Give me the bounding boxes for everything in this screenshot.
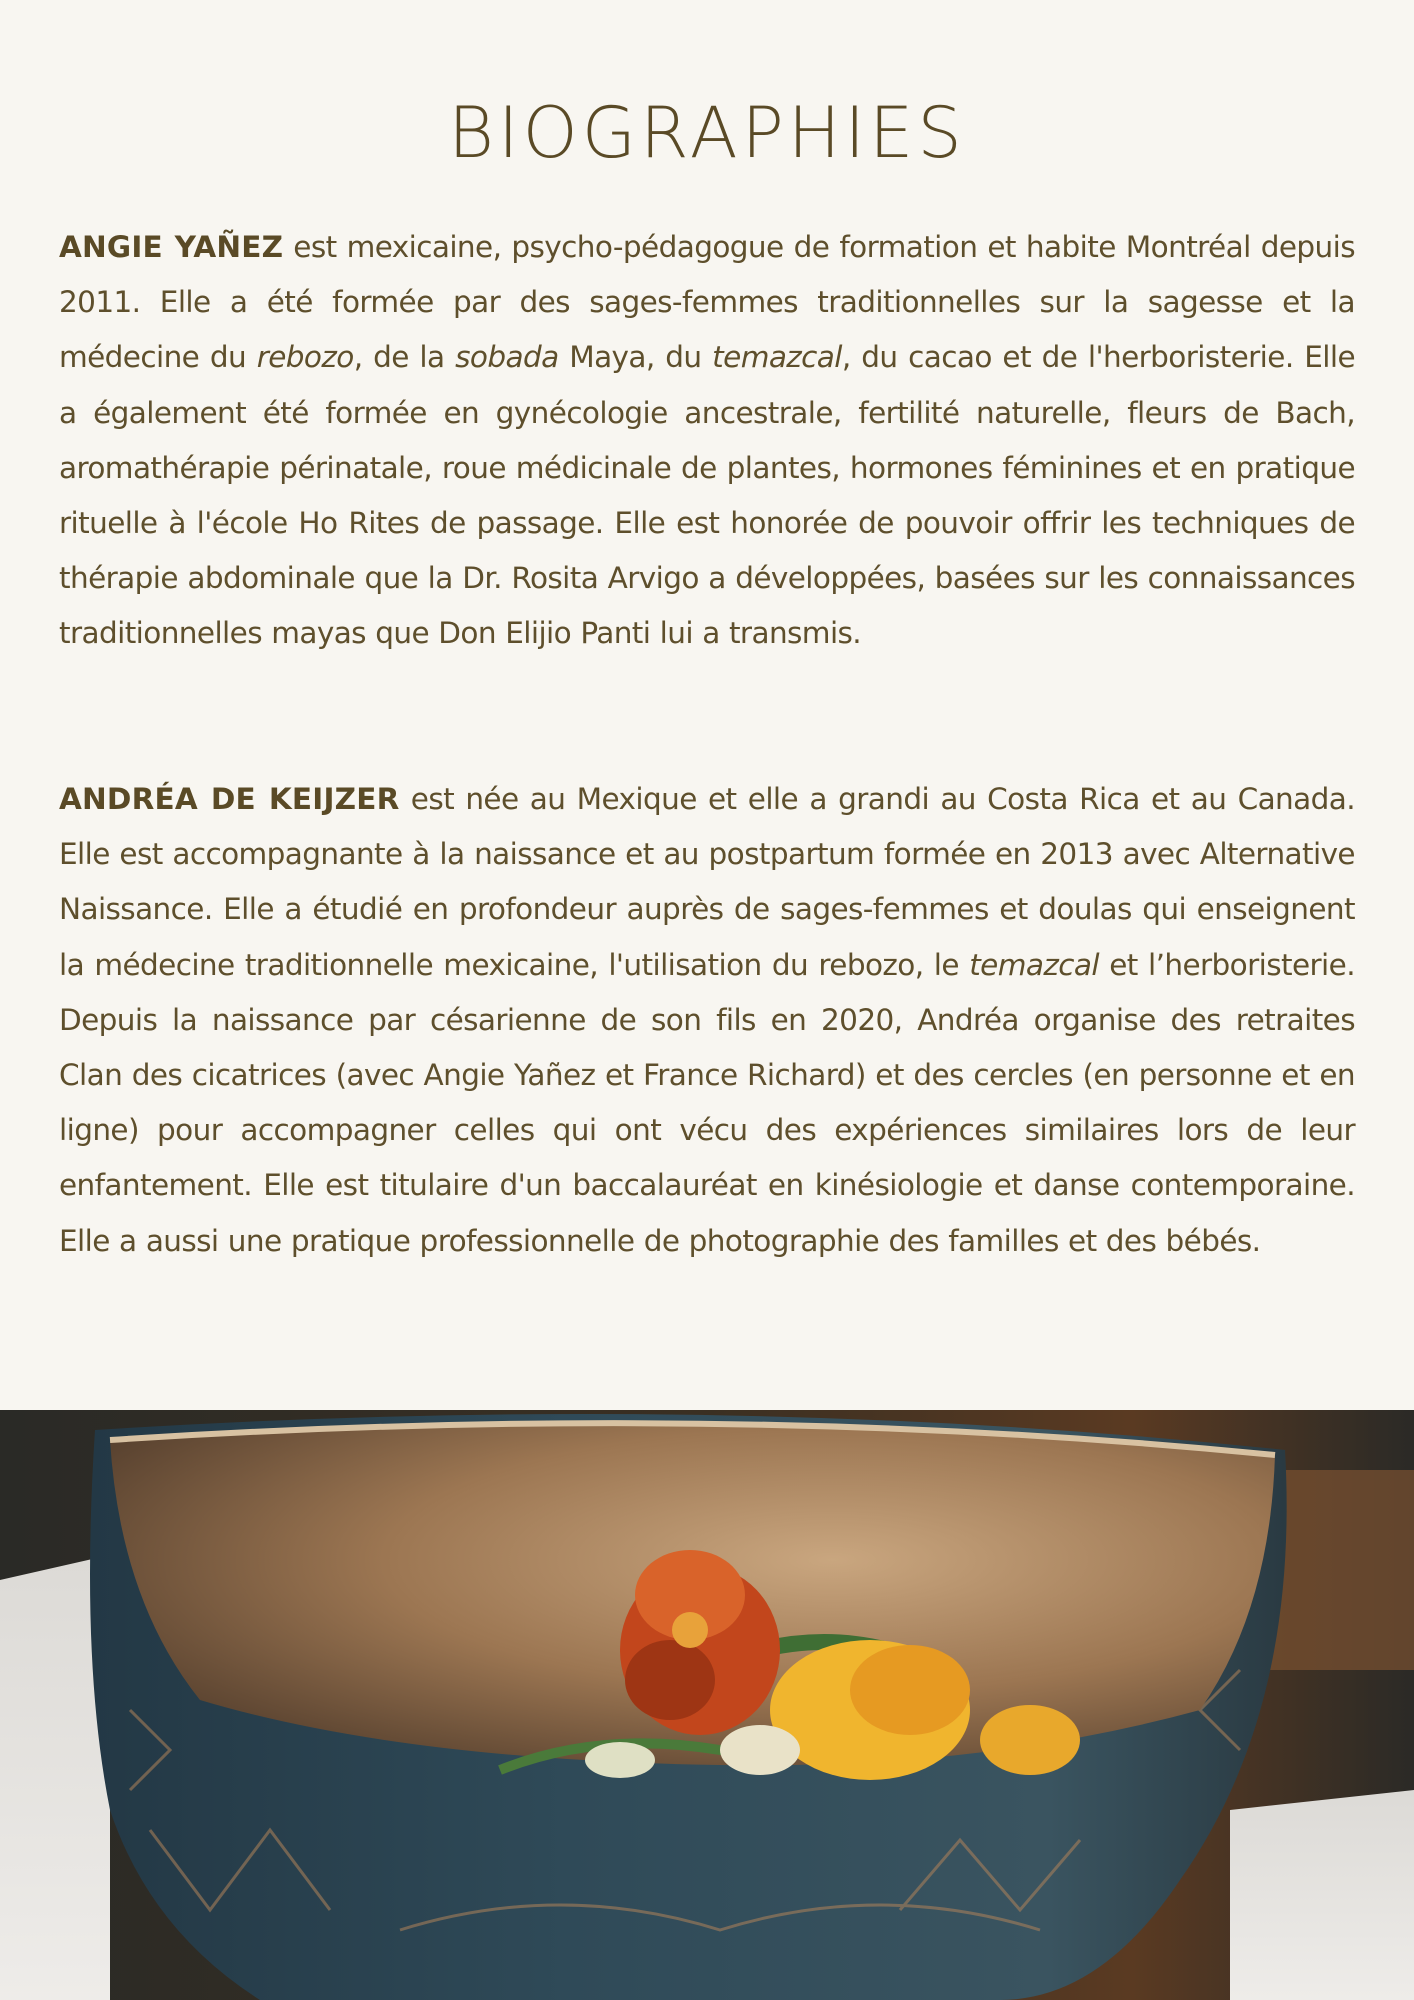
page-title: BIOGRAPHIES bbox=[448, 92, 966, 174]
bio-text: est née au Mexique et elle a grandi au Costa Rica et au Canada. Elle est accompagnante à la naissance et au postpartum formée en 2013 avec Alternative Naissance. Elle a étudié en profondeur auprès de sages-femmes et doulas qui enseignent la médecine traditionnelle mexicaine, l'utilisation du rebozo, le bbox=[59, 782, 1356, 982]
bio-italic-term: temazcal bbox=[969, 947, 1099, 982]
flower-bowl-image bbox=[0, 1410, 1414, 2000]
bio-text: Maya, du bbox=[558, 340, 713, 375]
biography-andrea bbox=[59, 772, 1355, 1269]
bio-text: est mexicaine, psycho-pédagogue de formation et habite Montréal depuis 2011. Elle a été formée par des sages-femmes traditionnelles sur la sagesse et la médecine du bbox=[59, 230, 1355, 375]
bio-name: ANGIE YAÑEZ bbox=[59, 230, 284, 264]
biography-angie bbox=[59, 220, 1355, 662]
bio-italic-term: temazcal bbox=[712, 340, 842, 375]
bio-name: ANDRÉA DE KEIJZER bbox=[59, 782, 400, 816]
bio-text: , de la bbox=[353, 340, 456, 375]
bio-italic-term: rebozo bbox=[256, 340, 354, 375]
bio-text: , du cacao et de l'herboristerie. Elle a également été formée en gynécologie ancestrale, fertilité naturelle, fleurs de Bach, aromathérapie périnatale, roue médicinale de plantes, hormones féminines et en pratique rituelle à l'école Ho Rites de passage. Elle est honorée de pouvoir offrir les techniques de thérapie abdominale que la Dr. Rosita Arvigo a développées, basées sur les connaissances traditionnelles mayas que Don Elijio Panti lui a transmis. bbox=[59, 340, 1356, 651]
bio-text: et l’herboristerie. Depuis la naissance par césarienne de son fils en 2020, Andréa organise des retraites Clan des cicatrices (avec Angie Yañez et France Richard) et des cercles (en personne et en ligne) pour accompagner celles qui ont vécu des expériences similaires lors de leur enfantement. Elle est titulaire d'un baccalauréat en kinésiologie et danse contemporaine. Elle a aussi une pratique professionnelle de photographie des familles et des bébés. bbox=[59, 947, 1355, 1258]
flower-bowl-photo bbox=[0, 1410, 1414, 2000]
bio-italic-term: sobada bbox=[455, 340, 559, 375]
